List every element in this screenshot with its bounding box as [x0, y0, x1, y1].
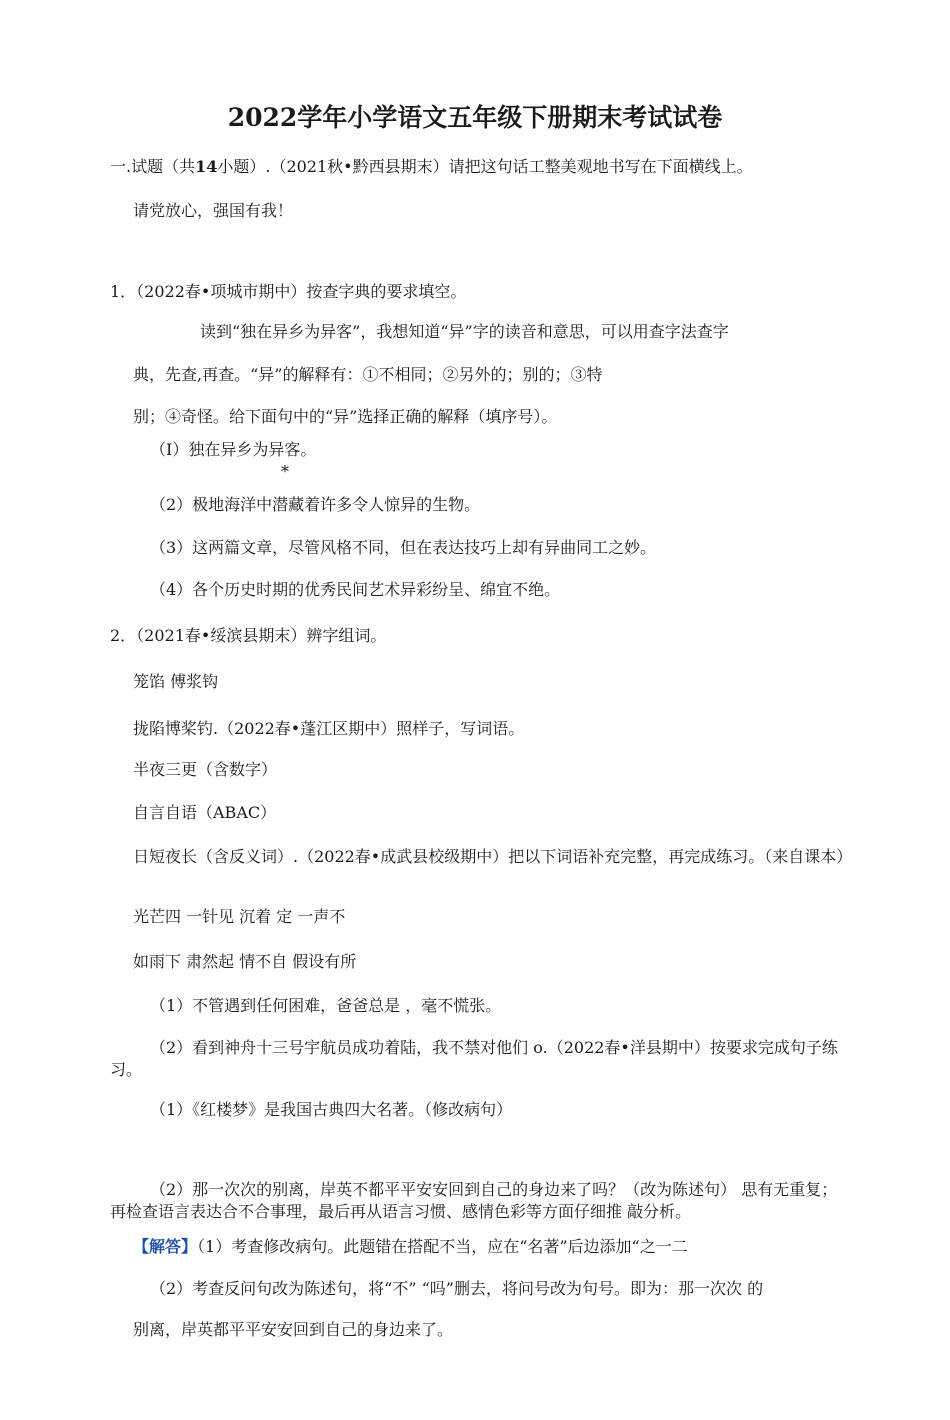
answer-label: 【解答】 [133, 1237, 198, 1256]
answer-text-1: （1）考查修改病句。此题错在搭配不当，应在“名著”后边添加“之一二 [197, 1237, 688, 1256]
example-numbers: 半夜三更（含数字） [133, 760, 278, 779]
asterisk-mark: * [281, 462, 289, 481]
intro-text: 小题）.（2021秋•黔西县期末）请把这句话工整美观地书写在下面横线上。 [217, 157, 753, 176]
intro-prefix: 一.试题（共 [110, 157, 196, 176]
question-1-heading: 1．（2022春•项城市期中）按查字典的要求填空。 [110, 282, 467, 301]
question-1-item-1: （I）独在异乡为异客。 [150, 440, 317, 459]
question-1-text-line-2: 典，先查,再查。“异”的解释有：①不相同；②另外的；别的；③特 [133, 365, 603, 384]
question-intro [110, 156, 753, 178]
copy-sentence: 请党放心，强国有我！ [133, 201, 294, 220]
question-1-text-line-3: 别；④奇怪。给下面句中的“异”选择正确的解释（填序号）。 [133, 407, 558, 426]
question-2-heading: 2．（2021春•绥滨县期末）辨字组词。 [110, 626, 387, 645]
fill-words-1: 光芒四 一针见 沉着 定 一声不 [133, 907, 346, 926]
question-2-words-1: 笼馅 傅浆钩 [133, 672, 219, 691]
example-antonyms: 日短夜长（含反义词）.（2022春•成武县校级期中）把以下词语补充完整，再完成练习。（来自课本） [133, 847, 853, 866]
question-1-item-4: （4）各个历史时期的优秀民间艺术异彩纷呈、绵宜不绝。 [150, 580, 561, 599]
page-title: 2022学年小学语文五年级下册期末考试试卷 [227, 103, 723, 132]
example-abac: 自言自语（ABAC） [133, 803, 277, 822]
fill-words-2: 如雨下 肃然起 情不自 假设有所 [133, 952, 357, 971]
fill-sentence-2: （2）看到神舟十三号宇航员成功着陆，我不禁对他们 o.（2022春•洋县期中）按要求完成句子练习。 [110, 1038, 838, 1079]
question-1-item-3: （3）这两篇文章，尽管风格不同，但在表达技巧上却有异曲同工之妙。 [150, 538, 657, 557]
question-1-text-line-1: 读到“独在异乡为异客”，我想知道“异”字的读音和意思，可以用查字法查字 [200, 322, 729, 341]
answer-line-2: （2）考查反问句改为陈述句，将“不” “吗”删去，将问号改为句号。即为：那一次次 的 [150, 1279, 764, 1298]
sentence-exercise-1: （1）《红楼梦》是我国古典四大名著。（修改病句） [150, 1100, 513, 1119]
question-1-item-2: （2）极地海洋中潜藏着许多令人惊异的生物。 [150, 495, 481, 514]
sentence-exercise-2: （2）那一次次的别离，岸英不都平平安安回到自己的身边来了吗？（改为陈述句） 思有无重复；再检查语言表达合不合事理，最后再从语言习惯、感情色彩等方面仔细推 敲分析。 [110, 1180, 838, 1221]
fill-sentence-1: （1）不管遇到任何困难，爸爸总是 ，毫不慌张。 [150, 996, 502, 1015]
answer-line-3: 别离，岸英都平平安安回到自己的身边来了。 [133, 1320, 454, 1339]
question-2-words-2: 拢陷博桨钓.（2022春•蓬江区期中）照样子，写词语。 [133, 719, 525, 738]
question-count: 14 [195, 157, 218, 176]
answer-line-1 [133, 1236, 688, 1258]
